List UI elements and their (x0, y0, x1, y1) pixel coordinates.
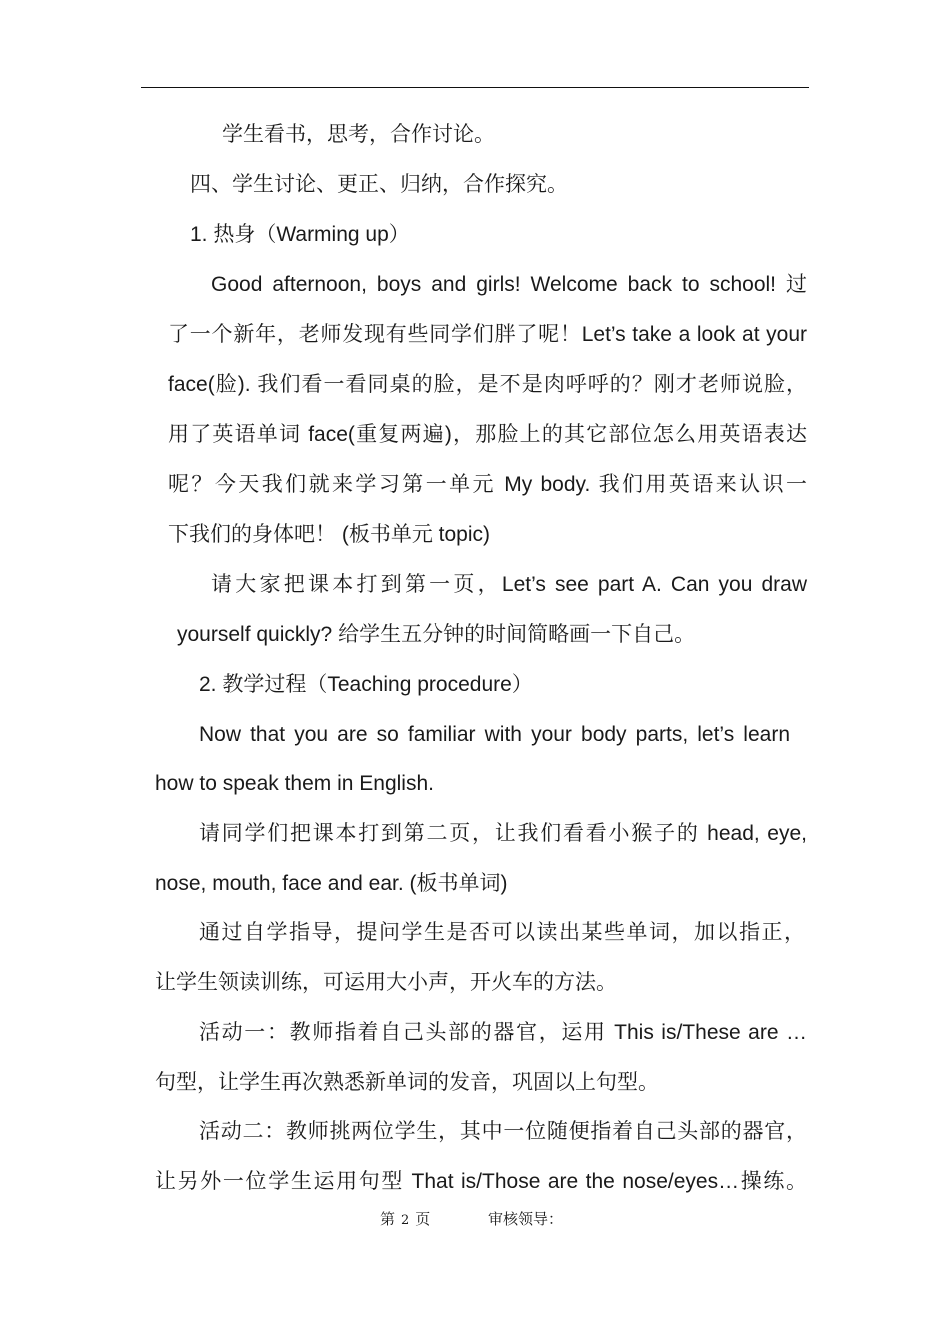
text-line-22: 让另外一位学生运用句型 That is/Those are the nose/eyes…操练。 (155, 1170, 807, 1193)
text-line-14: how to speak them in English. (155, 772, 434, 795)
text-line-5: 了一个新年，老师发现有些同学们胖了呢！Let’s take a look at your (168, 323, 807, 346)
text-line-13: Now that you are so familiar with your body parts, let’s learn (199, 723, 790, 746)
text-line-9: 下我们的身体吧！ (板书单元 topic) (168, 523, 491, 546)
text-line-4: Good afternoon, boys and girls! Welcome back to school! 过 (211, 273, 807, 296)
text-line-18: 让学生领读训练，可运用大小声，开火车的方法。 (155, 971, 617, 994)
text-line-19: 活动一：教师指着自己头部的器官，运用 This is/These are … (199, 1021, 807, 1044)
text-line-2: 四、学生讨论、更正、归纳，合作探究。 (190, 173, 568, 196)
page-number-value: 2 (401, 1213, 410, 1228)
text-line-1: 学生看书，思考，合作讨论。 (222, 123, 495, 146)
text-line-7: 用了英语单词 face(重复两遍)，那脸上的其它部位怎么用英语表达 (168, 423, 807, 446)
text-line-10: 请大家把课本打到第一页，Let’s see part A. Can you draw (211, 573, 807, 596)
reviewer-label: 审核领导： (488, 1210, 564, 1228)
text-line-11: yourself quickly? 给学生五分钟的时间简略画一下自己。 (177, 623, 696, 646)
text-line-21: 活动二：教师挑两位学生，其中一位随便指着自己头部的器官， (199, 1120, 807, 1143)
text-line-20: 句型，让学生再次熟悉新单词的发音，巩固以上句型。 (155, 1071, 659, 1094)
text-line-16: nose, mouth, face and ear. (板书单词) (155, 872, 508, 895)
text-line-8: 呢？今天我们就来学习第一单元 My body. 我们用英语来认识一 (168, 473, 807, 496)
header-rule (141, 87, 809, 88)
page-number (380, 1208, 430, 1232)
text-line-17: 通过自学指导，提问学生是否可以读出某些单词，加以指正， (199, 921, 805, 944)
page-suffix: 页 (415, 1210, 431, 1228)
section-heading-warming-up: 1. 热身（Warming up） (190, 223, 410, 246)
text-line-6: face(脸). 我们看一看同桌的脸，是不是肉呼呼的？刚才老师说脸， (168, 373, 807, 396)
page-prefix: 第 (380, 1210, 396, 1228)
text-line-15: 请同学们把课本打到第二页，让我们看看小猴子的 head, eye, (199, 822, 807, 845)
section-heading-teaching-procedure: 2. 教学过程（Teaching procedure） (199, 673, 533, 696)
